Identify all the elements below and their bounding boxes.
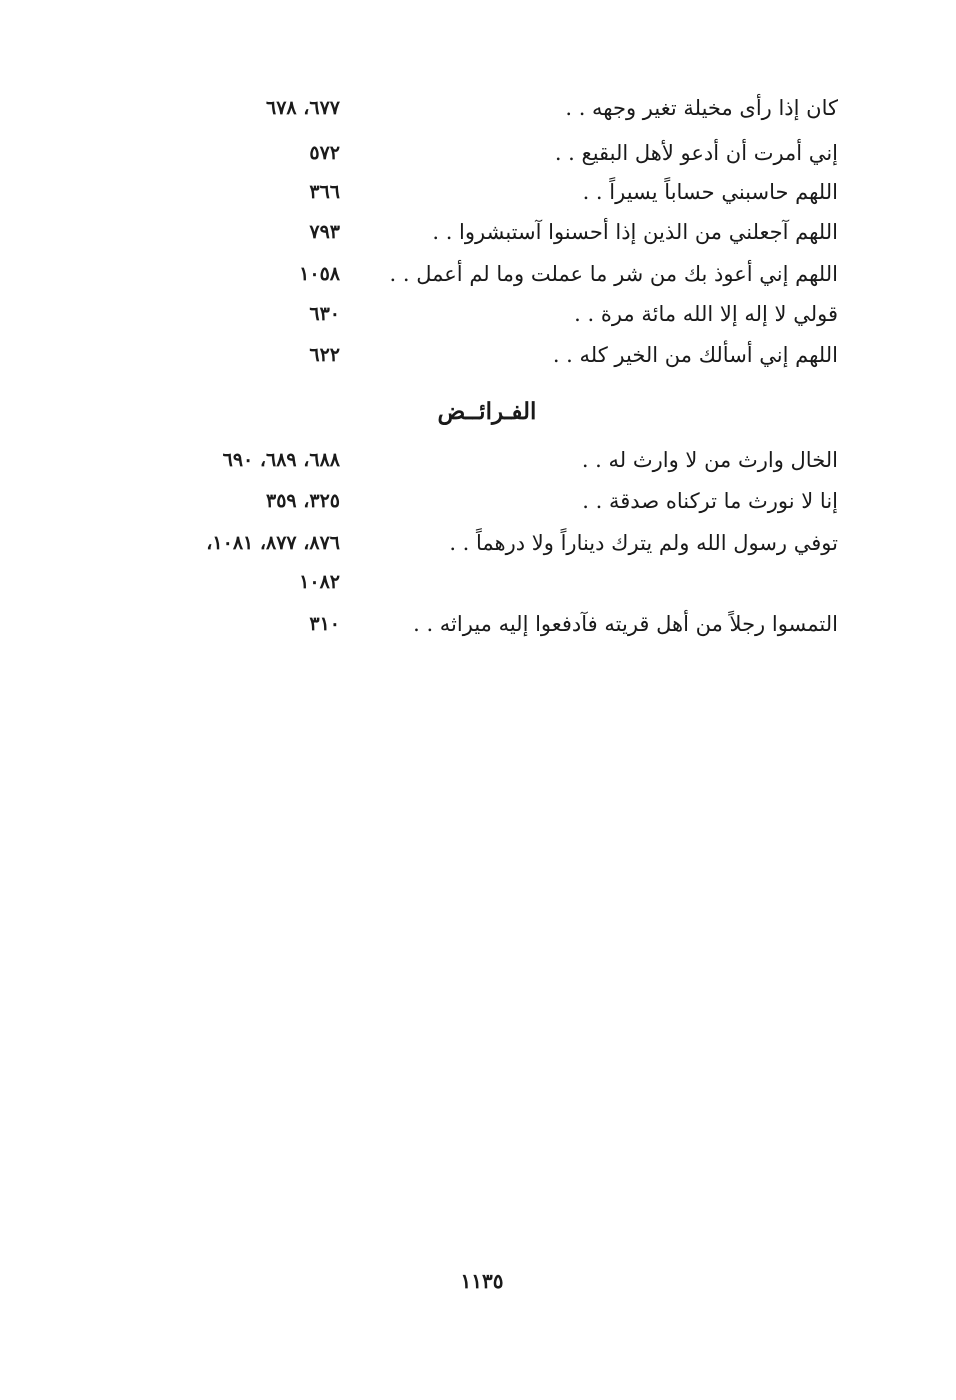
entry-text: إنا لا نورث ما تركناه صدقة . . (582, 489, 838, 513)
entry-page-refs: ٧٩٣ (309, 221, 340, 243)
entry-text: إني أمرت أن أدعو لأهل البقيع . . (554, 141, 838, 165)
entry-text: توفي رسول الله ولم يترك ديناراً ولا درهماً . . (449, 531, 838, 555)
index-entry (0, 523, 956, 563)
entry-text: التمسوا رجلاً من أهل قريته فآدفعوا إليه ميراثه . . (413, 612, 838, 636)
index-entry (0, 172, 956, 212)
entry-page-refs: ٣٢٥، ٣٥٩ (266, 490, 340, 512)
entry-page-refs: ٣٦٦ (309, 181, 340, 203)
index-entry (0, 88, 956, 128)
index-entry (0, 254, 956, 294)
entry-page-refs: ٦٣٠ (309, 303, 340, 325)
index-entry (0, 440, 956, 480)
entry-page-refs: ٦٧٧، ٦٧٨ (266, 97, 340, 119)
entry-page-refs: ٦٢٢ (309, 344, 340, 366)
page-number: ١١٣٥ (460, 1269, 504, 1293)
entry-text: الخال وارث من لا وارث له . . (581, 448, 838, 472)
index-entry (0, 212, 956, 252)
entry-text: قولي لا إله إلا الله مائة مرة . . (574, 302, 838, 326)
entry-text: كان إذا رأى مخيلة تغير وجهه . . (565, 96, 838, 120)
entry-page-refs: ٣١٠ (309, 613, 340, 635)
entry-text: اللهم حاسبني حساباً يسيراً . . (582, 180, 838, 204)
index-entry (0, 294, 956, 334)
entry-page-refs: ١٠٨٢ (299, 571, 340, 593)
index-entry (0, 604, 956, 644)
index-entry-continuation (0, 562, 956, 602)
entry-text: اللهم إني أعوذ بك من شر ما عملت وما لم أعمل . . (389, 262, 838, 286)
entry-text: اللهم آجعلني من الذين إذا أحسنوا آستبشروا . . (432, 220, 838, 244)
index-entry (0, 335, 956, 375)
entry-page-refs: ١٠٥٨ (299, 263, 340, 285)
entry-text: اللهم إني أسألك من الخير كله . . (552, 343, 838, 367)
entry-page-refs: ٦٨٨، ٦٨٩، ٦٩٠ (222, 449, 340, 471)
index-entry (0, 481, 956, 521)
index-entry (0, 133, 956, 173)
entry-page-refs: ٨٧٦، ٨٧٧، ١٠٨١، (206, 532, 340, 554)
section-heading: الفـرائــض (437, 398, 537, 425)
entry-page-refs: ٥٧٢ (309, 142, 340, 164)
